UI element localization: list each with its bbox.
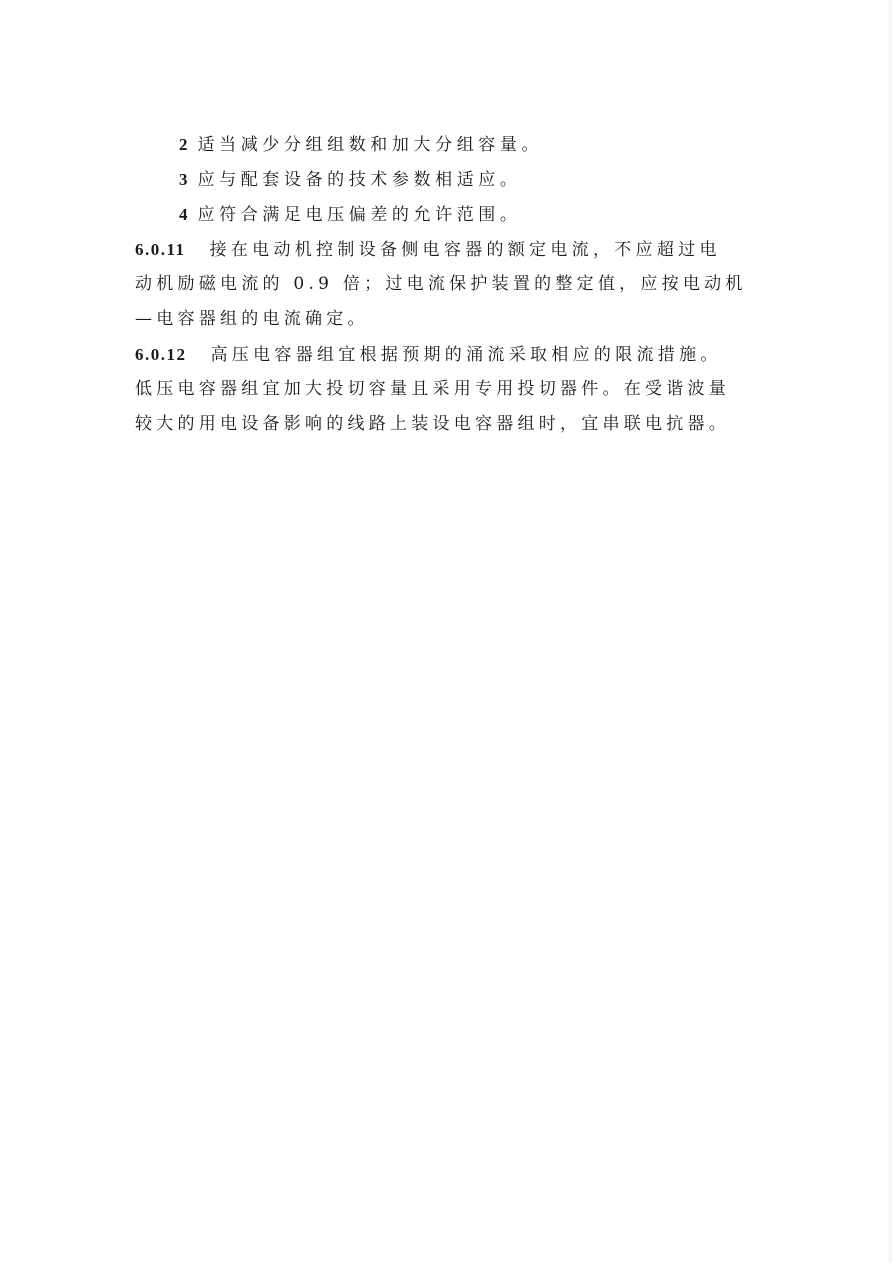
list-item [135, 197, 760, 232]
item-text: 适当减少分组组数和加大分组容量。 [197, 135, 544, 155]
item-number: 4 [179, 205, 188, 224]
clause-number: 6.0.12 [135, 345, 187, 364]
clause-6-0-11-line: 动机励磁电流的 0.9 倍；过电流保护装置的整定值，应按电动机 [135, 274, 747, 294]
clause-6-0-12-line: 较大的用电设备影响的线路上装设电容器组时，宜串联电抗器。 [135, 414, 730, 434]
clause-text: 接在电动机控制设备侧电容器的额定电流，不应超过电 [209, 240, 721, 260]
list-item [135, 127, 760, 162]
clause-6-0-12-first-line [135, 337, 760, 372]
page-edge-shadow [886, 0, 892, 1263]
item-number: 3 [179, 170, 188, 189]
clause-text: 高压电容器组宜根据预期的涌流采取相应的限流措施。 [210, 345, 722, 365]
item-text: 应符合满足电压偏差的允许范围。 [197, 205, 522, 225]
item-text: 应与配套设备的技术参数相适应。 [197, 170, 522, 190]
clause-6-0-11-line: —电容器组的电流确定。 [135, 309, 369, 329]
item-number: 2 [179, 135, 188, 154]
clause-6-0-11-first-line [135, 232, 760, 267]
list-item [135, 162, 760, 197]
clause-6-0-12-line: 低压电容器组宜加大投切容量且采用专用投切器件。在受谐波量 [135, 379, 730, 399]
clause-number: 6.0.11 [135, 240, 186, 259]
page-body [135, 127, 760, 442]
